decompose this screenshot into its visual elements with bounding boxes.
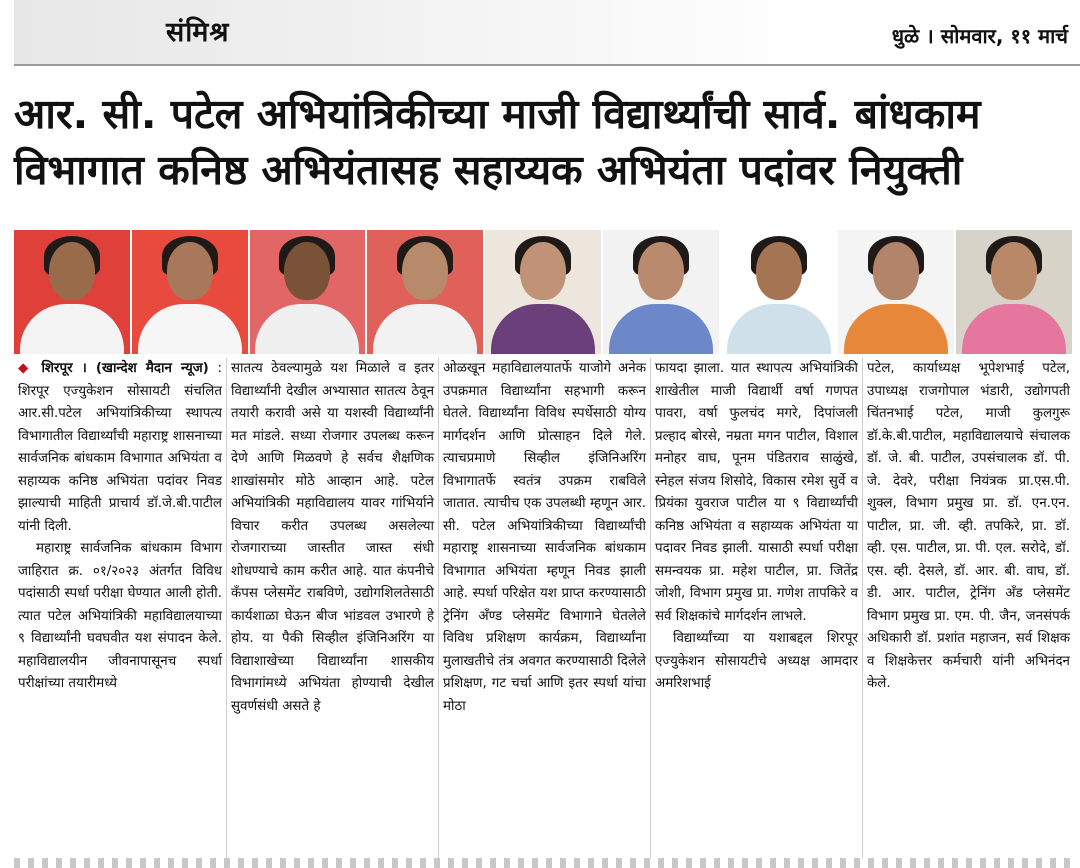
face-shape [756,242,802,300]
student-photo-5 [485,230,601,354]
paragraph: फायदा झाला. यात स्थापत्य अभियांत्रिकी शाखेतील माजी विद्यार्थी वर्षा गणपत पावरा, वर्षा फुलचंद मगरे, दिपांजली प्रल्हाद बोरसे, नम्रता मगन पाटील, विशाल मनोहर वाघ, पूनम पंडितराव साळुंखे, स्नेहल संजय शिसोदे, विकास रमेश सुर्वे व प्रियंका युवराज पाटील या ९ विद्यार्थ्यांची कनिष्ठ अभियंता व सहाय्यक अभियंता या पदावर निवड झाली. यासाठी स्पर्धा परीक्षा समन्वयक प्रा. महेश पाटील, प्रा. जितेंद्र जोशी, विभाग प्रमुख प्रा. गणेश तापकिरे व सर्व शिक्षकांचे मार्गदर्शन लाभले. [655,361,858,624]
student-photo-8 [838,230,954,354]
shirt-shape [373,304,477,354]
face-shape [402,242,448,300]
paragraph: विद्यार्थ्यांच्या या यशाबद्दल शिरपूर एज्युकेशन सोसायटीचे अध्यक्ष आमदार अमरिशभाई [655,631,858,691]
shirt-shape [962,304,1066,354]
face-shape [873,242,919,300]
article-columns [14,358,1076,858]
face-shape [284,242,330,300]
paragraph: : शिरपूर एज्युकेशन सोसायटी संचलित आर.सी.पटेल अभियांत्रिकीच्या स्थापत्य विभागातील विद्यार्थ्यांची महाराष्ट्र शासनाच्या सार्वजनिक बांधकाम विभागात अभियंता व सहाय्यक कनिष्ठ अभियंता पदांवर निवड झाल्याची माहिती प्राचार्य डॉ.जे.बी.पाटील यांनी दिली. [18,361,222,534]
face-shape [520,242,566,300]
headline-line-1: आर. सी. पटेल अभियांत्रिकीच्या माजी विद्यार्थ्यांची सार्व. बांधकाम [14,90,981,138]
face-shape [167,242,213,300]
face-shape [638,242,684,300]
paragraph: महाराष्ट्र सार्वजनिक बांधकाम विभाग जाहिरात क्र. ०१/२०२३ अंतर्गत विविध पदांसाठी स्पर्धा परीक्षा घेण्यात आली होती. त्यात पटेल अभियांत्रिकी महाविद्यालयाच्या ९ विद्यार्थ्यांनी घवघवीत यश संपादन केले. महाविद्यालयीन जीवनापासूनच स्पर्धा परीक्षांच्या तयारीमध्ये [18,541,222,691]
paragraph: पटेल, कार्याध्यक्ष भूपेशभाई पटेल, उपाध्यक्ष राजगोपाल भंडारी, उद्योगपती चिंतनभाई पटेल, माजी कुलगुरू डॉ.के.बी.पाटील, महाविद्यालयाचे संचालक डॉ. जे. बी. पाटील, उपसंचालक डॉ. पी. जे. देवरे, परीक्षा नियंत्रक प्रा.एस.पी. शुक्ल, विभाग प्रमुख प्रा. डॉ. एन.एन. पाटील, प्रा. जी. व्ही. तपकिरे, प्रा. डॉ. व्ही. एस. पाटील, प्रा. पी. एल. सरोदे, डॉ. एस. व्ही. देसले, डॉ. आर. बी. वाघ, डॉ. डी. आर. पाटील, ट्रेनिंग अँड प्लेसमेंट विभाग प्रमुख प्रा. एम. पी. जैन, जनसंपर्क अधिकारी डॉ. प्रशांत महाजन, सर्व शिक्षक व शिक्षकेत्तर कर्मचारी यांनी अभिनंदन केले. [867,361,1070,691]
article-column-2 [226,358,438,858]
paragraph: ओळखून महाविद्यालयातर्फे याजोगे अनेक उपक्रमात विद्यार्थ्यांना सहभागी करून घेतले. विद्यार्थ्यांना विविध स्पर्धेसाठी योग्य मार्गदर्शन आणि प्रोत्साहन दिले गेले. त्याचप्रमाणे सिव्हील इंजिनिअरिंग विभागातर्फे स्वतंत्र उपक्रम राबविले जातात. त्याचीच एक उपलब्धी म्हणून आर. सी. पटेल अभियांत्रिकीच्या विद्यार्थ्यांची महाराष्ट्र शासनाच्या सार्वजनिक बांधकाम विभागात अभियंता म्हणून निवड झाली आहे. स्पर्धा परिक्षेत यश प्राप्त करण्यासाठी ट्रेनिंग अँण्ड प्लेसमेंट विभागाने घेतलेले विविध प्रशिक्षण कार्यक्रम, विद्यार्थ्यांना मुलाखतीचे तंत्र अवगत करण्यासाठी दिलेले प्रशिक्षण, गट चर्चा आणि इतर स्पर्धा यांचा मोठा [443,361,646,714]
shirt-shape [20,304,124,354]
article-column-1 [14,358,226,858]
shirt-shape [844,304,948,354]
student-photo-3 [250,230,366,354]
student-photo-2 [132,230,248,354]
student-photo-9 [956,230,1072,354]
dateline: धुळे । सोमवार, ११ मार्च [891,24,1068,48]
article-column-5 [862,358,1074,858]
shirt-shape [138,304,242,354]
shirt-shape [255,304,359,354]
article-column-3 [438,358,650,858]
bullet-icon: ◆ [18,361,33,376]
photo-strip [14,230,1072,354]
student-photo-7 [721,230,837,354]
student-photo-6 [603,230,719,354]
student-photo-4 [367,230,483,354]
shirt-shape [727,304,831,354]
paragraph: सातत्य ठेवल्यामुळे यश मिळाले व इतर विद्यार्थ्यांनी देखील अभ्यासात सातत्य ठेवून तयारी करावी असे या यशस्वी विद्यार्थ्यांनी मत मांडले. सध्या रोजगार उपलब्ध करून देणे आणि मिळवणे हे सर्वच शैक्षणिक शाखांसमोर मोठे आव्हान आहे. पटेल अभियांत्रिकी महाविद्यालय यावर गांभिर्याने विचार करीत उपलब्ध असलेल्या रोजगाराच्या जास्तीत जास्त संधी शोधण्याचे काम करीत आहे. यात कंपनीचे कँपस प्लेसमेंट राबविणे, उद्योगशिलतेसाठी कार्यशाळा घेऊन बीज भांडवल उभारणे हे होय. या पैकी सिव्हील इंजिनिअरिंग या विद्याशाखेच्या विद्यार्थ्यांना शासकीय विभागांमध्ये अभियंता होण्याची देखील सुवर्णसंधी असते हे [231,361,434,714]
article-column-4 [650,358,862,858]
headline [14,86,1074,198]
cut-off-next-line [14,858,1076,868]
byline: शिरपूर । (खान्देश मैदान न्यूज) [41,361,209,376]
headline-line-2: विभागात कनिष्ठ अभियंतासह सहाय्यक अभियंता पदांवर नियुक्ती [14,146,963,194]
face-shape [991,242,1037,300]
student-photo-1 [14,230,130,354]
shirt-shape [609,304,713,354]
shirt-shape [491,304,595,354]
page-header [14,0,1080,66]
section-name: संमिश्र [166,17,230,48]
face-shape [49,242,95,300]
